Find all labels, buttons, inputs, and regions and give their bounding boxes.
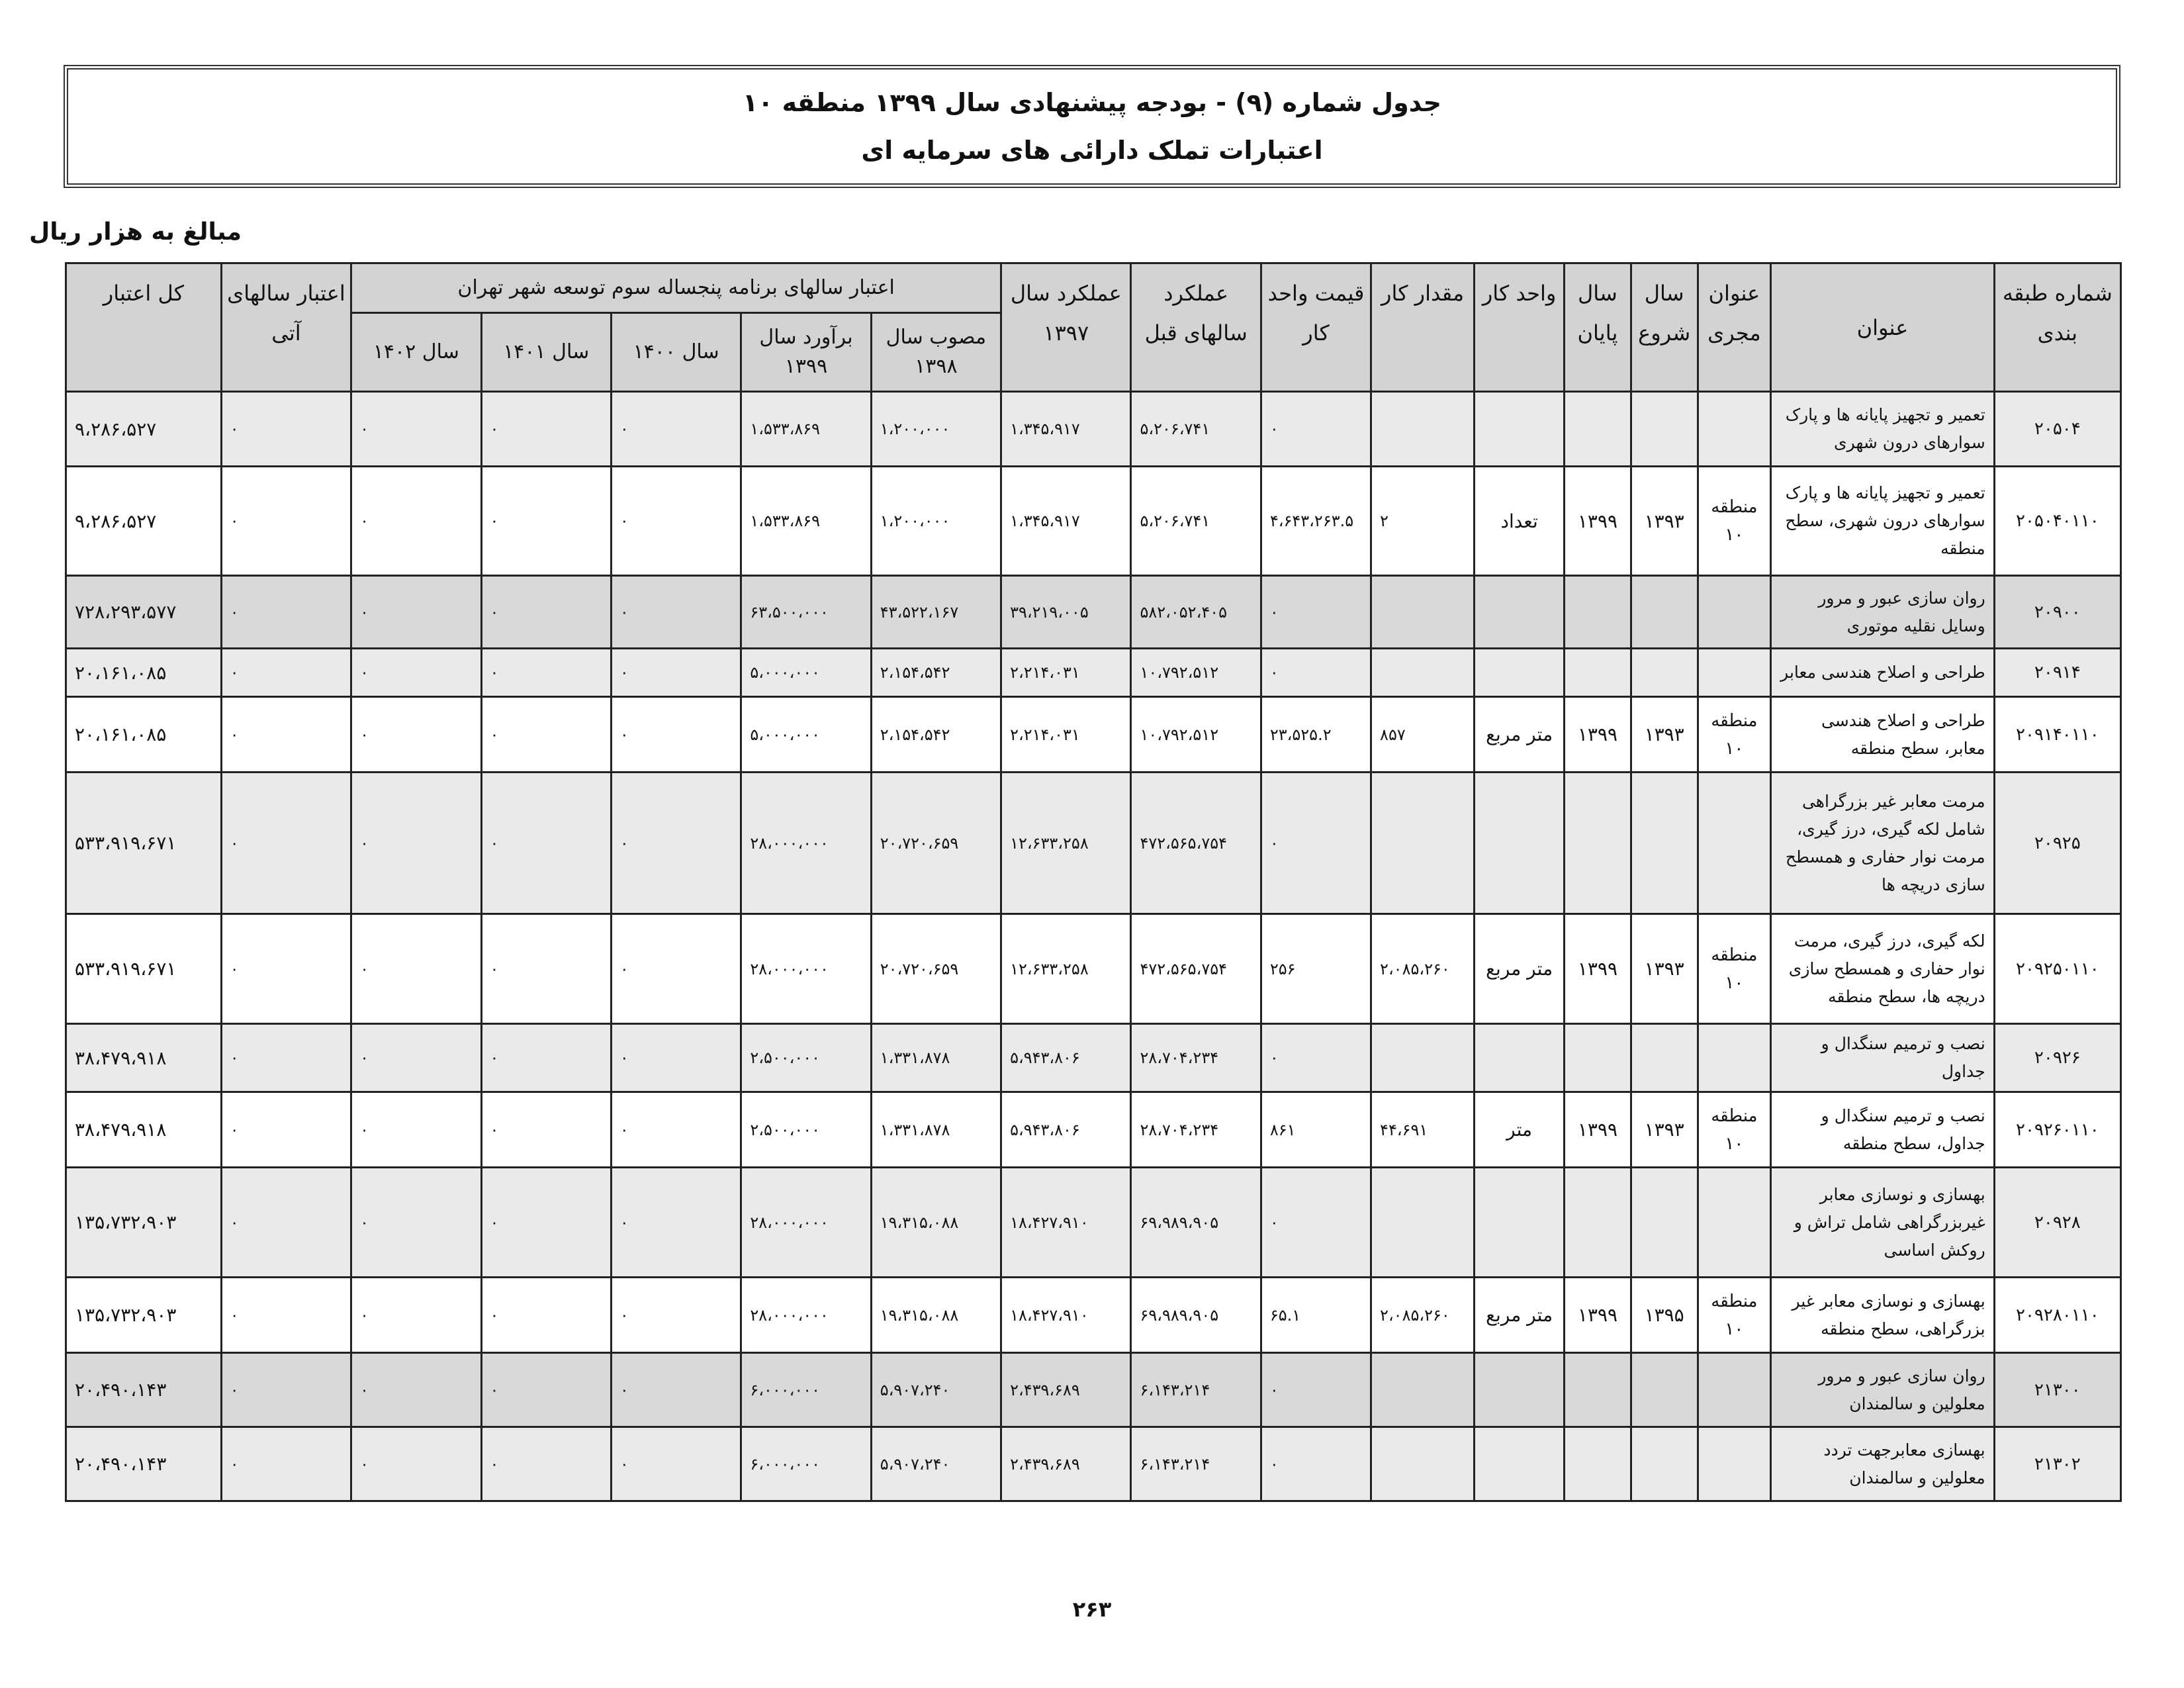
- cell-1402: ۰: [351, 467, 481, 576]
- cell-1401: ۰: [481, 773, 611, 914]
- cell-qty: ۲: [1371, 467, 1475, 576]
- cell-unit-price: ۰: [1261, 773, 1371, 914]
- col-year-1401: سال ۱۴۰۱: [481, 313, 611, 392]
- col-unit-price: قیمت واحد کار: [1261, 263, 1371, 392]
- col-title: عنوان: [1771, 263, 1994, 392]
- cell-1399: ۲۸،۰۰۰،۰۰۰: [741, 773, 871, 914]
- cell-code: ۲۰۹۲۸: [1994, 1168, 2120, 1278]
- cell-qty: [1371, 649, 1475, 697]
- cell-unit-price: ۰: [1261, 1353, 1371, 1427]
- cell-unit-price: ۲۵۶: [1261, 914, 1371, 1024]
- cell-1399: ۵،۰۰۰،۰۰۰: [741, 649, 871, 697]
- cell-1402: ۰: [351, 1427, 481, 1501]
- cell-code: ۲۰۹۰۰: [1994, 576, 2120, 649]
- cell-prev: ۵،۲۰۶،۷۴۱: [1131, 467, 1261, 576]
- cell-code: ۲۰۹۲۶۰۱۱۰: [1994, 1092, 2120, 1168]
- cell-unit: متر مربع: [1475, 697, 1565, 773]
- cell-title: بهسازی و نوسازی معابر غیر بزرگراهی، سطح منطقه: [1771, 1278, 1994, 1353]
- cell-executor: [1698, 1353, 1771, 1427]
- cell-unit: [1475, 773, 1565, 914]
- cell-unit: [1475, 649, 1565, 697]
- cell-code: ۲۰۵۰۴۰۱۱۰: [1994, 467, 2120, 576]
- cell-end: [1565, 1024, 1631, 1092]
- cell-1401: ۰: [481, 1092, 611, 1168]
- cell-1397: ۲،۴۳۹،۶۸۹: [1001, 1427, 1131, 1501]
- cell-start: [1631, 1353, 1698, 1427]
- cell-total: ۵۳۳،۹۱۹،۶۷۱: [66, 914, 222, 1024]
- cell-end: ۱۳۹۹: [1565, 697, 1631, 773]
- cell-end: [1565, 392, 1631, 467]
- cell-title: طراحی و اصلاح هندسی معابر: [1771, 649, 1994, 697]
- cell-1398: ۱،۲۰۰،۰۰۰: [871, 467, 1001, 576]
- cell-1402: ۰: [351, 1024, 481, 1092]
- cell-unit: [1475, 1024, 1565, 1092]
- cell-unit-price: ۰: [1261, 1024, 1371, 1092]
- table-row: [66, 1353, 2121, 1427]
- table-header: [66, 263, 2121, 392]
- cell-qty: ۴۴،۶۹۱: [1371, 1092, 1475, 1168]
- cell-1398: ۱،۳۳۱،۸۷۸: [871, 1092, 1001, 1168]
- cell-title: طراحی و اصلاح هندسی معابر، سطح منطقه: [1771, 697, 1994, 773]
- cell-qty: [1371, 773, 1475, 914]
- cell-1400: ۰: [611, 649, 741, 697]
- cell-start: ۱۳۹۳: [1631, 914, 1698, 1024]
- cell-future: ۰: [221, 1278, 351, 1353]
- cell-qty: [1371, 1353, 1475, 1427]
- cell-1400: ۰: [611, 914, 741, 1024]
- cell-unit-price: ۴،۶۴۳،۲۶۳.۵: [1261, 467, 1371, 576]
- cell-prev: ۱۰،۷۹۲،۵۱۲: [1131, 697, 1261, 773]
- cell-1401: ۰: [481, 697, 611, 773]
- cell-unit-price: ۰: [1261, 649, 1371, 697]
- cell-prev: ۱۰،۷۹۲،۵۱۲: [1131, 649, 1261, 697]
- cell-1397: ۱۸،۴۲۷،۹۱۰: [1001, 1278, 1131, 1353]
- cell-1399: ۶،۰۰۰،۰۰۰: [741, 1353, 871, 1427]
- cell-1398: ۵،۹۰۷،۲۴۰: [871, 1427, 1001, 1501]
- cell-1401: ۰: [481, 576, 611, 649]
- cell-executor: [1698, 649, 1771, 697]
- cell-start: [1631, 576, 1698, 649]
- cell-1400: ۰: [611, 392, 741, 467]
- cell-end: [1565, 1168, 1631, 1278]
- cell-start: [1631, 649, 1698, 697]
- cell-executor: منطقه ۱۰: [1698, 467, 1771, 576]
- cell-code: ۲۱۳۰۲: [1994, 1427, 2120, 1501]
- cell-title: لکه گیری، درز گیری، مرمت نوار حفاری و همسطح سازی دریچه ها، سطح منطقه: [1771, 914, 1994, 1024]
- table-row: [66, 914, 2121, 1024]
- cell-total: ۱۳۵،۷۳۲،۹۰۳: [66, 1168, 222, 1278]
- cell-1399: ۲،۵۰۰،۰۰۰: [741, 1092, 871, 1168]
- cell-1400: ۰: [611, 467, 741, 576]
- col-future: اعتبار سالهای آتی: [221, 263, 351, 392]
- cell-1399: ۱،۵۳۳،۸۶۹: [741, 392, 871, 467]
- col-qty: مقدار کار: [1371, 263, 1475, 392]
- cell-qty: [1371, 1168, 1475, 1278]
- cell-1402: ۰: [351, 773, 481, 914]
- budget-table-wrapper: [65, 262, 2122, 1502]
- table-subtitle: اعتبارات تملک دارائی های سرمایه ای: [861, 136, 1323, 165]
- cell-end: ۱۳۹۹: [1565, 467, 1631, 576]
- cell-1398: ۱،۳۳۱،۸۷۸: [871, 1024, 1001, 1092]
- cell-title: مرمت معابر غیر بزرگراهی شامل لکه گیری، درز گیری، مرمت نوار حفاری و همسطح سازی دریچه ها: [1771, 773, 1994, 914]
- cell-prev: ۶۹،۹۸۹،۹۰۵: [1131, 1168, 1261, 1278]
- cell-1398: ۲۰،۷۲۰،۶۵۹: [871, 914, 1001, 1024]
- cell-future: ۰: [221, 1024, 351, 1092]
- cell-start: ۱۳۹۵: [1631, 1278, 1698, 1353]
- cell-1401: ۰: [481, 1353, 611, 1427]
- table-row: [66, 773, 2121, 914]
- cell-unit: [1475, 1168, 1565, 1278]
- cell-unit: [1475, 392, 1565, 467]
- cell-executor: [1698, 1168, 1771, 1278]
- cell-1401: ۰: [481, 467, 611, 576]
- cell-1402: ۰: [351, 1278, 481, 1353]
- cell-code: ۲۰۹۲۸۰۱۱۰: [1994, 1278, 2120, 1353]
- cell-total: ۲۰،۴۹۰،۱۴۳: [66, 1353, 222, 1427]
- cell-start: [1631, 1024, 1698, 1092]
- cell-code: ۲۰۹۱۴: [1994, 649, 2120, 697]
- units-note: مبالغ به هزار ریال: [29, 218, 242, 246]
- cell-total: ۲۰،۱۶۱،۰۸۵: [66, 697, 222, 773]
- cell-start: ۱۳۹۳: [1631, 1092, 1698, 1168]
- cell-1402: ۰: [351, 1353, 481, 1427]
- cell-start: [1631, 392, 1698, 467]
- col-performance-1397: عملکرد سال ۱۳۹۷: [1001, 263, 1131, 392]
- cell-start: [1631, 1427, 1698, 1501]
- cell-end: ۱۳۹۹: [1565, 1278, 1631, 1353]
- cell-future: ۰: [221, 773, 351, 914]
- cell-1399: ۵،۰۰۰،۰۰۰: [741, 697, 871, 773]
- cell-1399: ۲۸،۰۰۰،۰۰۰: [741, 1278, 871, 1353]
- cell-future: ۰: [221, 1168, 351, 1278]
- cell-total: ۵۳۳،۹۱۹،۶۷۱: [66, 773, 222, 914]
- table-row: [66, 576, 2121, 649]
- cell-code: ۲۰۹۲۵: [1994, 773, 2120, 914]
- cell-1398: ۴۳،۵۲۲،۱۶۷: [871, 576, 1001, 649]
- cell-1397: ۳۹،۲۱۹،۰۰۵: [1001, 576, 1131, 649]
- cell-prev: ۵،۲۰۶،۷۴۱: [1131, 392, 1261, 467]
- col-unit: واحد کار: [1475, 263, 1565, 392]
- cell-1398: ۲،۱۵۴،۵۴۲: [871, 649, 1001, 697]
- cell-1402: ۰: [351, 1168, 481, 1278]
- cell-unit: [1475, 1427, 1565, 1501]
- cell-executor: منطقه ۱۰: [1698, 1278, 1771, 1353]
- cell-future: ۰: [221, 392, 351, 467]
- cell-future: ۰: [221, 467, 351, 576]
- cell-executor: [1698, 773, 1771, 914]
- cell-1402: ۰: [351, 697, 481, 773]
- cell-1399: ۱،۵۳۳،۸۶۹: [741, 467, 871, 576]
- cell-qty: ۸۵۷: [1371, 697, 1475, 773]
- cell-1402: ۰: [351, 576, 481, 649]
- cell-total: ۹،۲۸۶،۵۲۷: [66, 467, 222, 576]
- cell-1398: ۱،۲۰۰،۰۰۰: [871, 392, 1001, 467]
- cell-1402: ۰: [351, 392, 481, 467]
- cell-1400: ۰: [611, 1427, 741, 1501]
- cell-code: ۲۰۹۲۶: [1994, 1024, 2120, 1092]
- cell-unit-price: ۰: [1261, 576, 1371, 649]
- cell-1400: ۰: [611, 1278, 741, 1353]
- cell-executor: [1698, 1024, 1771, 1092]
- cell-1401: ۰: [481, 649, 611, 697]
- cell-1398: ۲،۱۵۴،۵۴۲: [871, 697, 1001, 773]
- cell-1398: ۱۹،۳۱۵،۰۸۸: [871, 1168, 1001, 1278]
- cell-end: [1565, 1427, 1631, 1501]
- cell-start: [1631, 1168, 1698, 1278]
- cell-prev: ۶،۱۴۳،۲۱۴: [1131, 1427, 1261, 1501]
- cell-future: ۰: [221, 914, 351, 1024]
- cell-unit-price: ۰: [1261, 392, 1371, 467]
- cell-title: نصب و ترمیم سنگدال و جداول: [1771, 1024, 1994, 1092]
- cell-total: ۱۳۵،۷۳۲،۹۰۳: [66, 1278, 222, 1353]
- cell-executor: [1698, 1427, 1771, 1501]
- table-row: [66, 697, 2121, 773]
- cell-1397: ۲،۴۳۹،۶۸۹: [1001, 1353, 1131, 1427]
- cell-1402: ۰: [351, 649, 481, 697]
- cell-title: تعمیر و تجهیز پایانه ها و پارک سوارهای درون شهری: [1771, 392, 1994, 467]
- budget-table: [65, 262, 2122, 1502]
- cell-unit-price: ۲۳،۵۲۵.۲: [1261, 697, 1371, 773]
- cell-total: ۲۰،۴۹۰،۱۴۳: [66, 1427, 222, 1501]
- cell-1398: ۵،۹۰۷،۲۴۰: [871, 1353, 1001, 1427]
- table-row: [66, 1427, 2121, 1501]
- cell-1397: ۱۲،۶۳۳،۲۵۸: [1001, 914, 1131, 1024]
- cell-1397: ۱۲،۶۳۳،۲۵۸: [1001, 773, 1131, 914]
- cell-prev: ۴۷۲،۵۶۵،۷۵۴: [1131, 773, 1261, 914]
- cell-end: ۱۳۹۹: [1565, 1092, 1631, 1168]
- cell-1402: ۰: [351, 914, 481, 1024]
- cell-1400: ۰: [611, 576, 741, 649]
- cell-title: روان سازی عبور و مرور وسایل نقلیه موتوری: [1771, 576, 1994, 649]
- cell-unit: متر مربع: [1475, 1278, 1565, 1353]
- cell-total: ۷۲۸،۲۹۳،۵۷۷: [66, 576, 222, 649]
- cell-title: بهسازی و نوسازی معابر غیربزرگراهی شامل تراش و روکش اساسی: [1771, 1168, 1994, 1278]
- cell-total: ۳۸،۴۷۹،۹۱۸: [66, 1024, 222, 1092]
- cell-1401: ۰: [481, 914, 611, 1024]
- title-box: [64, 65, 2120, 188]
- cell-prev: ۶۹،۹۸۹،۹۰۵: [1131, 1278, 1261, 1353]
- cell-qty: [1371, 392, 1475, 467]
- table-row: [66, 649, 2121, 697]
- col-end-year: سال پایان: [1565, 263, 1631, 392]
- cell-1397: ۱،۳۴۵،۹۱۷: [1001, 392, 1131, 467]
- col-code: شماره طبقه بندی: [1994, 263, 2120, 392]
- cell-1397: ۲،۲۱۴،۰۳۱: [1001, 649, 1131, 697]
- cell-unit: [1475, 1353, 1565, 1427]
- cell-1400: ۰: [611, 1168, 741, 1278]
- cell-future: ۰: [221, 576, 351, 649]
- cell-executor: منطقه ۱۰: [1698, 1092, 1771, 1168]
- cell-title: بهسازی معابرجهت تردد معلولین و سالمندان: [1771, 1427, 1994, 1501]
- col-prev-performance: عملکرد سالهای قبل: [1131, 263, 1261, 392]
- cell-1401: ۰: [481, 392, 611, 467]
- cell-code: ۲۱۳۰۰: [1994, 1353, 2120, 1427]
- cell-prev: ۲۸،۷۰۴،۲۳۴: [1131, 1092, 1261, 1168]
- col-executor: عنوان مجری: [1698, 263, 1771, 392]
- cell-1398: ۲۰،۷۲۰،۶۵۹: [871, 773, 1001, 914]
- cell-1400: ۰: [611, 1024, 741, 1092]
- cell-qty: ۲،۰۸۵،۲۶۰: [1371, 914, 1475, 1024]
- cell-future: ۰: [221, 697, 351, 773]
- cell-title: تعمیر و تجهیز پایانه ها و پارک سوارهای درون شهری، سطح منطقه: [1771, 467, 1994, 576]
- cell-1397: ۱۸،۴۲۷،۹۱۰: [1001, 1168, 1131, 1278]
- table-row: [66, 392, 2121, 467]
- cell-qty: ۲،۰۸۵،۲۶۰: [1371, 1278, 1475, 1353]
- cell-1399: ۲۸،۰۰۰،۰۰۰: [741, 914, 871, 1024]
- cell-start: [1631, 773, 1698, 914]
- cell-end: [1565, 649, 1631, 697]
- page-number: ۲۶۳: [1072, 1597, 1112, 1622]
- cell-1399: ۶،۰۰۰،۰۰۰: [741, 1427, 871, 1501]
- cell-future: ۰: [221, 1353, 351, 1427]
- cell-1400: ۰: [611, 773, 741, 914]
- cell-1400: ۰: [611, 697, 741, 773]
- cell-code: ۲۰۹۲۵۰۱۱۰: [1994, 914, 2120, 1024]
- cell-code: ۲۰۵۰۴: [1994, 392, 2120, 467]
- col-estimate-1399: برآورد سال ۱۳۹۹: [741, 313, 871, 392]
- table-row: [66, 1024, 2121, 1092]
- cell-future: ۰: [221, 649, 351, 697]
- cell-end: ۱۳۹۹: [1565, 914, 1631, 1024]
- col-year-1400: سال ۱۴۰۰: [611, 313, 741, 392]
- cell-unit-price: ۰: [1261, 1427, 1371, 1501]
- cell-executor: [1698, 576, 1771, 649]
- cell-start: ۱۳۹۳: [1631, 697, 1698, 773]
- cell-unit-price: ۶۵.۱: [1261, 1278, 1371, 1353]
- col-year-1402: سال ۱۴۰۲: [351, 313, 481, 392]
- cell-1397: ۵،۹۴۳،۸۰۶: [1001, 1092, 1131, 1168]
- cell-executor: منطقه ۱۰: [1698, 914, 1771, 1024]
- cell-prev: ۲۸،۷۰۴،۲۳۴: [1131, 1024, 1261, 1092]
- cell-unit: متر مربع: [1475, 914, 1565, 1024]
- cell-1400: ۰: [611, 1353, 741, 1427]
- cell-prev: ۴۷۲،۵۶۵،۷۵۴: [1131, 914, 1261, 1024]
- cell-total: ۳۸،۴۷۹،۹۱۸: [66, 1092, 222, 1168]
- cell-unit-price: ۸۶۱: [1261, 1092, 1371, 1168]
- table-body: [66, 392, 2121, 1501]
- cell-code: ۲۰۹۱۴۰۱۱۰: [1994, 697, 2120, 773]
- cell-1401: ۰: [481, 1024, 611, 1092]
- cell-end: [1565, 576, 1631, 649]
- cell-1401: ۰: [481, 1427, 611, 1501]
- table-row: [66, 1092, 2121, 1168]
- table-row: [66, 467, 2121, 576]
- cell-total: ۹،۲۸۶،۵۲۷: [66, 392, 222, 467]
- cell-unit: متر: [1475, 1092, 1565, 1168]
- cell-1402: ۰: [351, 1092, 481, 1168]
- cell-1399: ۲۸،۰۰۰،۰۰۰: [741, 1168, 871, 1278]
- col-approved-1398: مصوب سال ۱۳۹۸: [871, 313, 1001, 392]
- cell-qty: [1371, 1024, 1475, 1092]
- cell-1397: ۱،۳۴۵،۹۱۷: [1001, 467, 1131, 576]
- cell-end: [1565, 773, 1631, 914]
- table-row: [66, 1278, 2121, 1353]
- cell-1401: ۰: [481, 1168, 611, 1278]
- cell-qty: [1371, 1427, 1475, 1501]
- cell-end: [1565, 1353, 1631, 1427]
- col-plan-group: اعتبار سالهای برنامه پنجساله سوم توسعه شهر تهران: [351, 263, 1001, 313]
- cell-unit: تعداد: [1475, 467, 1565, 576]
- cell-qty: [1371, 576, 1475, 649]
- cell-future: ۰: [221, 1092, 351, 1168]
- cell-unit-price: ۰: [1261, 1168, 1371, 1278]
- cell-title: روان سازی عبور و مرور معلولین و سالمندان: [1771, 1353, 1994, 1427]
- table-title: جدول شماره (۹) - بودجه پیشنهادی سال ۱۳۹۹ منطقه ۱۰: [742, 88, 1442, 117]
- cell-executor: [1698, 392, 1771, 467]
- cell-total: ۲۰،۱۶۱،۰۸۵: [66, 649, 222, 697]
- cell-1401: ۰: [481, 1278, 611, 1353]
- cell-1399: ۲،۵۰۰،۰۰۰: [741, 1024, 871, 1092]
- cell-unit: [1475, 576, 1565, 649]
- cell-prev: ۶،۱۴۳،۲۱۴: [1131, 1353, 1261, 1427]
- cell-1399: ۶۳،۵۰۰،۰۰۰: [741, 576, 871, 649]
- table-row: [66, 1168, 2121, 1278]
- cell-title: نصب و ترمیم سنگدال و جداول، سطح منطقه: [1771, 1092, 1994, 1168]
- cell-1400: ۰: [611, 1092, 741, 1168]
- cell-1397: ۲،۲۱۴،۰۳۱: [1001, 697, 1131, 773]
- cell-future: ۰: [221, 1427, 351, 1501]
- cell-1398: ۱۹،۳۱۵،۰۸۸: [871, 1278, 1001, 1353]
- col-total: کل اعتبار: [66, 263, 222, 392]
- cell-1397: ۵،۹۴۳،۸۰۶: [1001, 1024, 1131, 1092]
- cell-prev: ۵۸۲،۰۵۲،۴۰۵: [1131, 576, 1261, 649]
- cell-start: ۱۳۹۳: [1631, 467, 1698, 576]
- cell-executor: منطقه ۱۰: [1698, 697, 1771, 773]
- col-start-year: سال شروع: [1631, 263, 1698, 392]
